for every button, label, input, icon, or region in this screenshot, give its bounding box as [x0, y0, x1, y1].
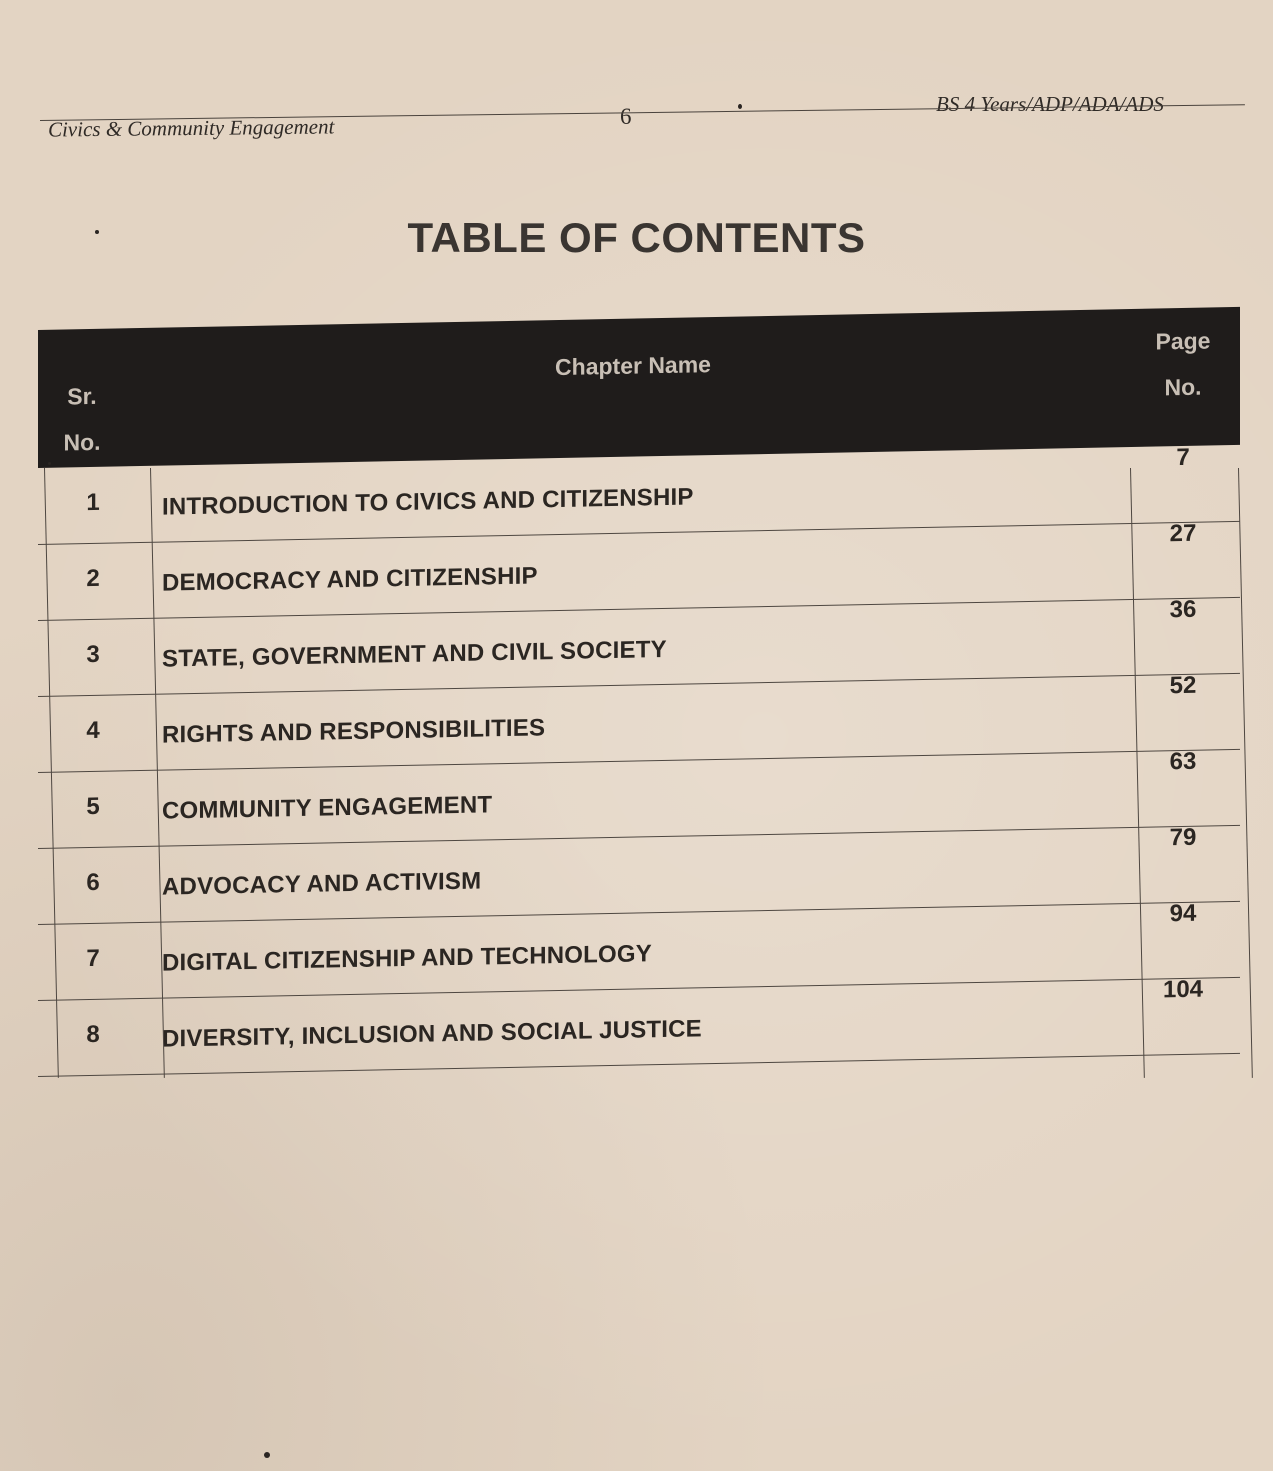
toc-row-page: 52	[1169, 671, 1197, 700]
toc-row-chapter: ADVOCACY AND ACTIVISM	[162, 867, 482, 901]
toc-row-chapter: STATE, GOVERNMENT AND CIVIL SOCIETY	[162, 635, 667, 673]
page-number: 6	[620, 104, 632, 129]
ink-speck	[738, 104, 742, 109]
toc-row-sr: 3	[86, 640, 100, 669]
toc-row-sr: 7	[86, 944, 100, 973]
toc-row-page: 104	[1162, 975, 1204, 1004]
table-border-right	[1238, 468, 1253, 1078]
col-sr-line1: Sr.	[67, 382, 97, 410]
toc-row-page: 94	[1169, 899, 1197, 928]
ink-speck	[264, 1452, 270, 1458]
running-header-book-title: Civics & Community Engagement	[47, 114, 335, 142]
toc-body	[38, 443, 1240, 1078]
toc-row-sr: 5	[86, 792, 100, 821]
running-header-program: BS 4 Years/ADP/ADA/ADS	[936, 92, 1164, 116]
toc-row-chapter: DIGITAL CITIZENSHIP AND TECHNOLOGY	[162, 940, 652, 977]
toc-row-sr: 4	[86, 716, 100, 745]
col-page-line1: Page	[1155, 327, 1211, 355]
col-chapter-header: Chapter Name	[555, 351, 711, 381]
ink-speck	[95, 230, 99, 234]
toc-row-chapter: RIGHTS AND RESPONSIBILITIES	[162, 714, 546, 749]
toc-row-sr: 6	[86, 868, 100, 897]
page-title: TABLE OF CONTENTS	[407, 214, 866, 261]
toc-row-chapter: DIVERSITY, INCLUSION AND SOCIAL JUSTICE	[162, 1015, 702, 1053]
toc-row-sr: 1	[86, 488, 100, 517]
toc-row-page: 79	[1169, 823, 1197, 852]
toc-row-sr: 8	[86, 1020, 100, 1049]
toc-row-chapter: INTRODUCTION TO CIVICS AND CITIZENSHIP	[162, 483, 694, 521]
col-sr-line2: No.	[63, 428, 101, 456]
toc-row-page: 36	[1169, 595, 1197, 624]
toc-table	[38, 327, 1240, 1078]
ink-speck	[48, 462, 51, 465]
toc-row-chapter: DEMOCRACY AND CITIZENSHIP	[162, 562, 538, 597]
col-sr-header	[52, 373, 112, 466]
toc-header-row	[38, 307, 1240, 468]
col-page-header	[1138, 317, 1228, 411]
toc-row-sr: 2	[86, 564, 100, 593]
col-page-line2: No.	[1164, 373, 1202, 401]
toc-row-page: 27	[1169, 519, 1197, 548]
toc-row-chapter: COMMUNITY ENGAGEMENT	[162, 791, 493, 825]
toc-row-page: 63	[1169, 747, 1197, 776]
toc-row-page: 7	[1176, 443, 1190, 472]
